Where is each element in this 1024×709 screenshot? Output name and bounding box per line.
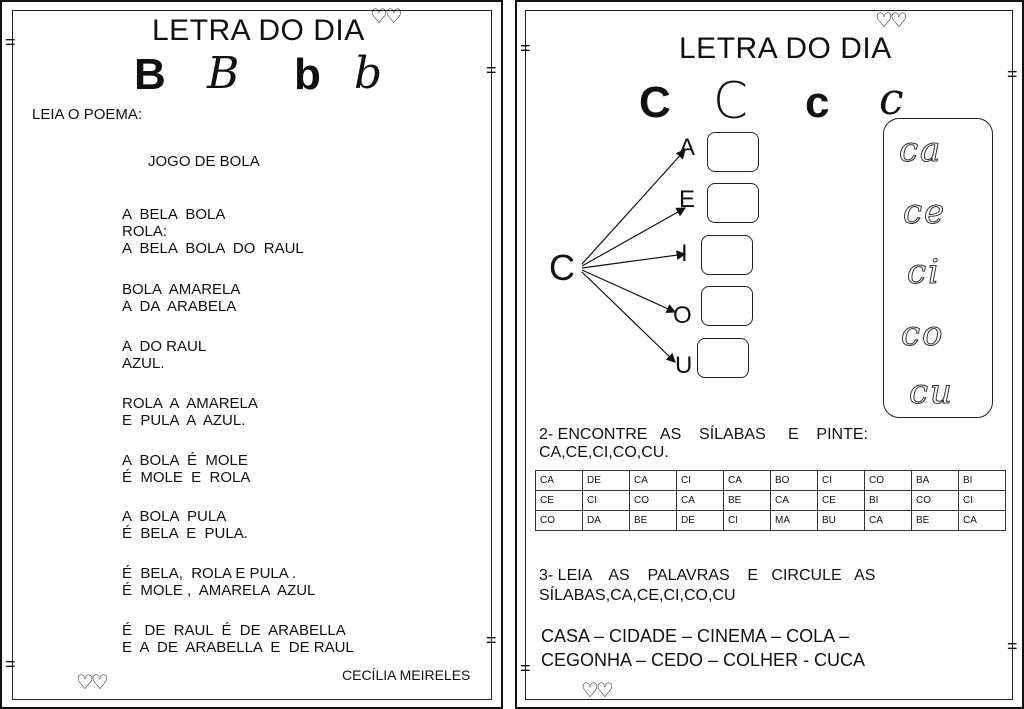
answer-box[interactable] bbox=[697, 338, 749, 378]
letter-cursive-lower: c bbox=[879, 74, 904, 125]
poem-stanza: A BOLA PULA É BELA E PULA. bbox=[122, 508, 248, 542]
exercise-2-text: 2- ENCONTRE AS SÍLABAS E PINTE: CA,CE,CI,CO,CU. bbox=[539, 426, 868, 461]
grid-cell[interactable]: BA bbox=[912, 471, 959, 491]
heart-ornament-icon: ♡♡ bbox=[76, 672, 106, 694]
source-letter: C bbox=[549, 247, 575, 288]
grid-row bbox=[536, 491, 1006, 511]
tracing-syllable: cu bbox=[909, 372, 954, 412]
equals-ornament-icon: = bbox=[5, 32, 16, 52]
poem-stanza: É DE RAUL É DE ARABELLA E A DE ARABELLA E DE RAUL bbox=[122, 622, 354, 656]
letter-print-lower: b bbox=[294, 50, 321, 99]
heart-ornament-icon: ♡♡ bbox=[581, 680, 611, 702]
equals-ornament-icon: = bbox=[1007, 64, 1018, 84]
poem-stanza: É BELA, ROLA E PULA . É MOLE , AMARELA AZUL bbox=[122, 565, 316, 599]
equals-ornament-icon: = bbox=[486, 630, 497, 650]
syllable-grid bbox=[535, 470, 1006, 531]
grid-cell[interactable]: BE bbox=[912, 511, 959, 531]
poem-stanza: A BOLA É MOLE É MOLE E ROLA bbox=[122, 452, 251, 486]
poem-title: JOGO DE BOLA bbox=[148, 153, 260, 170]
answer-box[interactable] bbox=[707, 132, 759, 172]
tracing-syllable: ca bbox=[899, 130, 943, 170]
tracing-syllable: ce bbox=[903, 192, 947, 232]
poem-stanza: A BELA BOLA ROLA: A BELA BOLA DO RAUL bbox=[122, 206, 304, 257]
grid-cell[interactable]: CO bbox=[865, 471, 912, 491]
grid-cell[interactable]: CA bbox=[536, 471, 583, 491]
poem-author: CECÍLIA MEIRELES bbox=[342, 667, 471, 683]
grid-cell[interactable]: BE bbox=[724, 491, 771, 511]
poem-stanza: ROLA A AMARELA E PULA A AZUL. bbox=[122, 395, 258, 429]
page-title: LETRA DO DIA bbox=[152, 14, 365, 47]
answer-box[interactable] bbox=[701, 286, 753, 326]
equals-ornament-icon: = bbox=[520, 658, 531, 678]
vowel-label: I bbox=[681, 240, 688, 267]
vowel-label: E bbox=[679, 186, 696, 213]
grid-cell[interactable]: CA bbox=[630, 471, 677, 491]
grid-cell[interactable]: BU bbox=[818, 511, 865, 531]
letter-print-upper: C bbox=[639, 78, 671, 127]
equals-ornament-icon: = bbox=[5, 654, 16, 674]
letter-print-upper: B bbox=[134, 50, 166, 99]
equals-ornament-icon: = bbox=[1007, 636, 1018, 656]
vowel-label: U bbox=[675, 352, 693, 379]
word-list: CASA – CIDADE – CINEMA – COLA – CEGONHA – CEDO – COLHER - CUCA bbox=[541, 626, 866, 670]
tracing-syllable: co bbox=[901, 314, 945, 354]
instruction: LEIA O POEMA: bbox=[32, 106, 143, 123]
grid-cell[interactable]: CE bbox=[818, 491, 865, 511]
grid-cell[interactable]: CI bbox=[677, 471, 724, 491]
grid-cell[interactable]: DA bbox=[583, 511, 630, 531]
grid-cell[interactable]: CO bbox=[536, 511, 583, 531]
grid-cell[interactable]: CA bbox=[677, 491, 724, 511]
arrow-to-u bbox=[582, 272, 675, 362]
page-title: LETRA DO DIA bbox=[679, 32, 892, 65]
arrow-to-a bbox=[582, 150, 685, 264]
poem-stanza: BOLA AMARELA A DA ARABELA bbox=[122, 281, 241, 315]
grid-cell[interactable]: CI bbox=[818, 471, 865, 491]
grid-cell[interactable]: CO bbox=[630, 491, 677, 511]
grid-cell[interactable]: BI bbox=[865, 491, 912, 511]
grid-cell[interactable]: DE bbox=[583, 471, 630, 491]
exercise-3-text: 3- LEIA AS PALAVRAS E CIRCULE AS SÍLABAS,CA,CE,CI,CO,CU bbox=[539, 567, 876, 604]
grid-row bbox=[536, 471, 1006, 491]
grid-cell[interactable]: CE bbox=[536, 491, 583, 511]
poem-stanza: A DO RAUL AZUL. bbox=[122, 338, 207, 372]
grid-cell[interactable]: CO bbox=[912, 491, 959, 511]
vowel-label: A bbox=[679, 134, 696, 161]
grid-cell[interactable]: BO bbox=[771, 471, 818, 491]
grid-cell[interactable]: CA bbox=[724, 471, 771, 491]
arrow-to-e bbox=[582, 208, 685, 266]
arrow-to-o bbox=[582, 270, 675, 312]
answer-box[interactable] bbox=[707, 183, 759, 223]
grid-cell[interactable]: MA bbox=[771, 511, 818, 531]
letter-print-lower: c bbox=[805, 78, 830, 127]
grid-cell[interactable]: CA bbox=[865, 511, 912, 531]
arrow-to-i bbox=[582, 254, 685, 268]
grid-row bbox=[536, 511, 1006, 531]
grid-cell[interactable]: CA bbox=[771, 491, 818, 511]
letter-cursive-upper: B bbox=[207, 48, 240, 99]
equals-ornament-icon: = bbox=[520, 38, 531, 58]
grid-cell[interactable]: CI bbox=[724, 511, 771, 531]
tracing-syllable: ci bbox=[907, 252, 941, 292]
answer-box[interactable] bbox=[701, 235, 753, 275]
grid-cell[interactable]: CI bbox=[959, 491, 1006, 511]
grid-cell[interactable]: BI bbox=[959, 471, 1006, 491]
heart-ornament-icon: ♡♡ bbox=[875, 10, 905, 32]
right-worksheet bbox=[515, 0, 1024, 709]
vowel-label: O bbox=[673, 302, 692, 329]
left-worksheet bbox=[0, 0, 503, 709]
grid-cell[interactable]: CI bbox=[583, 491, 630, 511]
letter-cursive-upper: C bbox=[713, 72, 748, 130]
grid-cell[interactable]: DE bbox=[677, 511, 724, 531]
letter-cursive-lower: b bbox=[354, 48, 383, 99]
heart-ornament-icon: ♡♡ bbox=[370, 6, 400, 28]
grid-cell[interactable]: CA bbox=[959, 511, 1006, 531]
equals-ornament-icon: = bbox=[486, 60, 497, 80]
grid-cell[interactable]: BE bbox=[630, 511, 677, 531]
